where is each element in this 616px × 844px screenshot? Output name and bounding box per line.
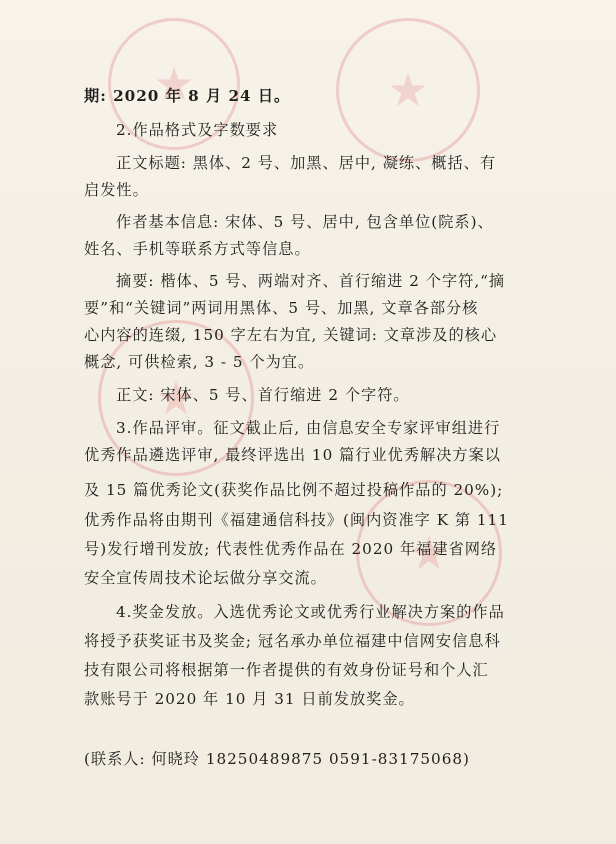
paragraph-line: 心内容的连缀, 150 字左右为宜, 关键词: 文章涉及的核心 [84, 326, 498, 344]
section-heading-format: 2.作品格式及字数要求 [116, 121, 279, 139]
deadline-date-line: 期: 2020 年 8 月 24 日。 [84, 87, 291, 105]
paragraph-line: 技有限公司将根据第一作者提供的有效身份证号和个人汇 [84, 661, 489, 679]
paragraph-line: 概念, 可供检索, 3 - 5 个为宜。 [84, 353, 315, 371]
paragraph-line: 及 15 篇优秀论文(获奖作品比例不超过投稿作品的 20%); [84, 481, 504, 499]
paragraph-line: 正文标题: 黑体、2 号、加黑、居中, 凝练、概括、有 [116, 154, 497, 172]
paragraph-line: 优秀作品将由期刊《福建通信科技》(闽内资准字 K 第 111 [84, 511, 509, 529]
paragraph-line: 摘要: 楷体、5 号、两端对齐、首行缩进 2 个字符,“摘 [116, 272, 506, 290]
paragraph-line: 安全宣传周技术论坛做分享交流。 [84, 569, 327, 587]
paragraph-line: 姓名、手机等联系方式等信息。 [84, 240, 311, 258]
paragraph-line: 要”和“关键词”两词用黑体、5 号、加黑, 文章各部分核 [84, 299, 479, 317]
paragraph-line: 正文: 宋体、5 号、首行缩进 2 个字符。 [116, 386, 410, 404]
paragraph-line: 款账号于 2020 年 10 月 31 日前发放奖金。 [84, 690, 415, 708]
paragraph-line: 启发性。 [84, 181, 149, 199]
section-heading-award: 4.奖金发放。入选优秀论文或优秀行业解决方案的作品 [116, 603, 505, 621]
section-heading-review: 3.作品评审。征文截止后, 由信息安全专家评审组进行 [116, 419, 501, 437]
contact-line: (联系人: 何晓玲 18250489875 0591-83175068) [84, 750, 470, 768]
paragraph-line: 作者基本信息: 宋体、5 号、居中, 包含单位(院系)、 [116, 213, 494, 231]
paragraph-line: 优秀作品遴选评审, 最终评选出 10 篇行业优秀解决方案以 [84, 446, 501, 464]
paragraph-line: 号)发行增刊发放; 代表性优秀作品在 2020 年福建省网络 [84, 540, 498, 558]
paragraph-line: 将授予获奖证书及奖金; 冠名承办单位福建中信网安信息科 [84, 632, 501, 650]
